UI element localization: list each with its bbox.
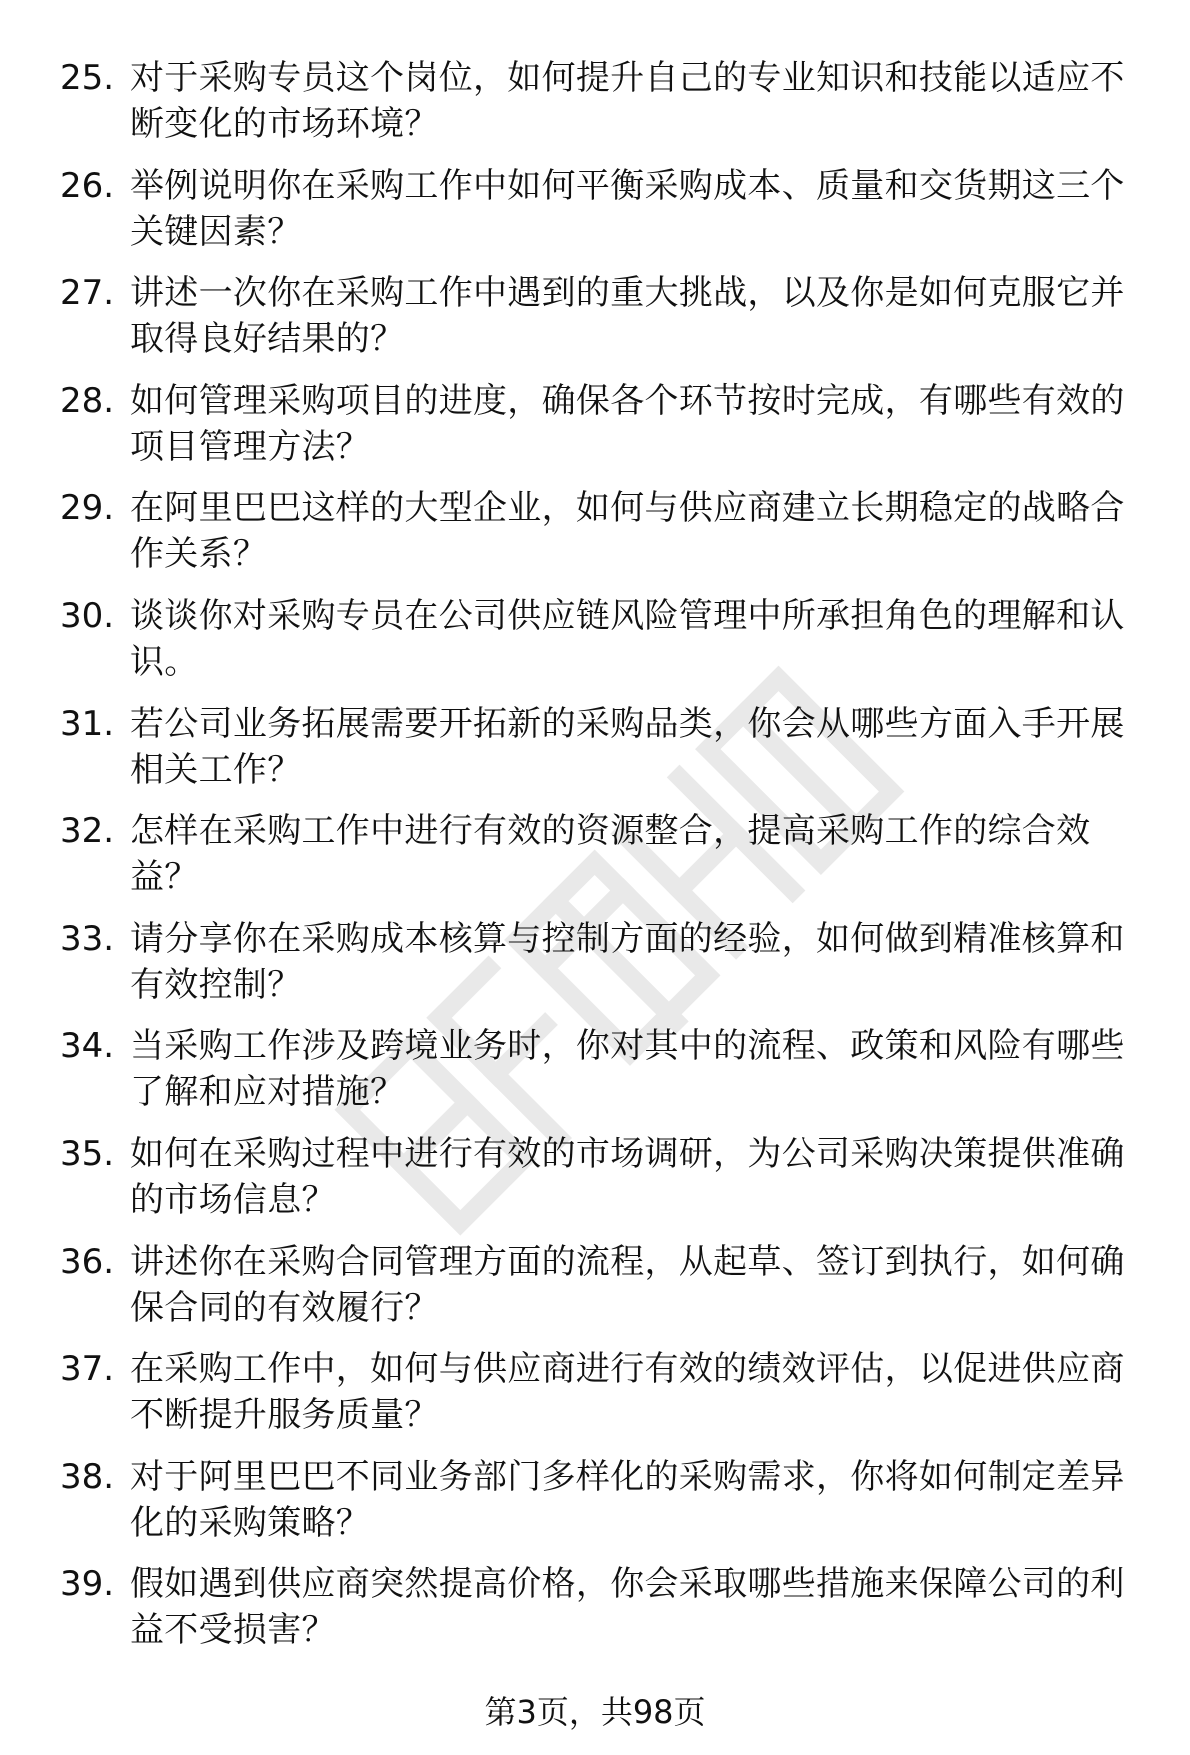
- question-item: [60, 163, 1150, 271]
- question-number: 26.: [60, 165, 115, 206]
- question-number: 25.: [60, 58, 115, 98]
- question-text: 若公司业务拓展需要开拓新的采购品类，你会从哪些方面入手开展相关工作？: [130, 703, 1125, 790]
- question-text: 在阿里巴巴这样的大型企业，如何与供应商建立长期稳定的战略合作关系？: [130, 488, 1125, 575]
- question-text: 对于采购专员这个岗位，如何提升自己的专业知识和技能以适应不断变化的市场环境？: [130, 58, 1125, 144]
- question-item: [60, 378, 1150, 486]
- question-text: 假如遇到供应商突然提高价格，你会采取哪些措施来保障公司的利益不受损害？: [130, 1564, 1125, 1651]
- question-item: [60, 808, 1150, 916]
- question-number: 27.: [60, 273, 115, 314]
- question-text: 讲述一次你在采购工作中遇到的重大挑战，以及你是如何克服它并取得良好结果的？: [130, 273, 1125, 360]
- question-item: [60, 1239, 1150, 1347]
- question-number: 34.: [60, 1026, 115, 1067]
- question-item: [60, 485, 1150, 593]
- question-item: [60, 1346, 1150, 1454]
- question-item: [60, 1454, 1150, 1562]
- question-text: 如何管理采购项目的进度，确保各个环节按时完成，有哪些有效的项目管理方法？: [130, 380, 1125, 467]
- question-text: 讲述你在采购合同管理方面的流程，从起草、签订到执行，如何确保合同的有效履行？: [130, 1241, 1125, 1328]
- question-text: 当采购工作涉及跨境业务时，你对其中的流程、政策和风险有哪些了解和应对措施？: [130, 1026, 1125, 1113]
- question-number: 28.: [60, 380, 115, 421]
- question-list: [60, 55, 1150, 1669]
- question-item: [60, 270, 1150, 378]
- question-text: 请分享你在采购成本核算与控制方面的经验，如何做到精准核算和有效控制？: [130, 918, 1125, 1005]
- question-item: [60, 55, 1150, 163]
- question-item: [60, 1561, 1150, 1669]
- question-number: 35.: [60, 1133, 115, 1174]
- question-text: 谈谈你对采购专员在公司供应链风险管理中所承担角色的理解和认识。: [130, 595, 1125, 682]
- question-number: 32.: [60, 811, 115, 852]
- question-item: [60, 1023, 1150, 1131]
- question-item: [60, 701, 1150, 809]
- question-number: 31.: [60, 703, 115, 744]
- question-text: 在采购工作中，如何与供应商进行有效的绩效评估，以促进供应商不断提升服务质量？: [130, 1349, 1125, 1436]
- question-text: 对于阿里巴巴不同业务部门多样化的采购需求，你将如何制定差异化的采购策略？: [130, 1456, 1125, 1543]
- question-number: 30.: [60, 595, 115, 636]
- question-number: 29.: [60, 488, 115, 529]
- question-number: 36.: [60, 1241, 115, 1282]
- page-footer: 第3页，共98页: [484, 1693, 706, 1731]
- question-number: 37.: [60, 1349, 115, 1390]
- question-item: [60, 916, 1150, 1024]
- question-text: 举例说明你在采购工作中如何平衡采购成本、质量和交货期这三个关键因素？: [130, 165, 1125, 252]
- question-text: 怎样在采购工作中进行有效的资源整合，提高采购工作的综合效益？: [130, 811, 1091, 898]
- question-item: [60, 593, 1150, 701]
- question-number: 39.: [60, 1564, 115, 1605]
- question-number: 33.: [60, 918, 115, 959]
- question-number: 38.: [60, 1456, 115, 1497]
- question-item: [60, 1131, 1150, 1239]
- question-text: 如何在采购过程中进行有效的市场调研，为公司采购决策提供准确的市场信息？: [130, 1133, 1125, 1220]
